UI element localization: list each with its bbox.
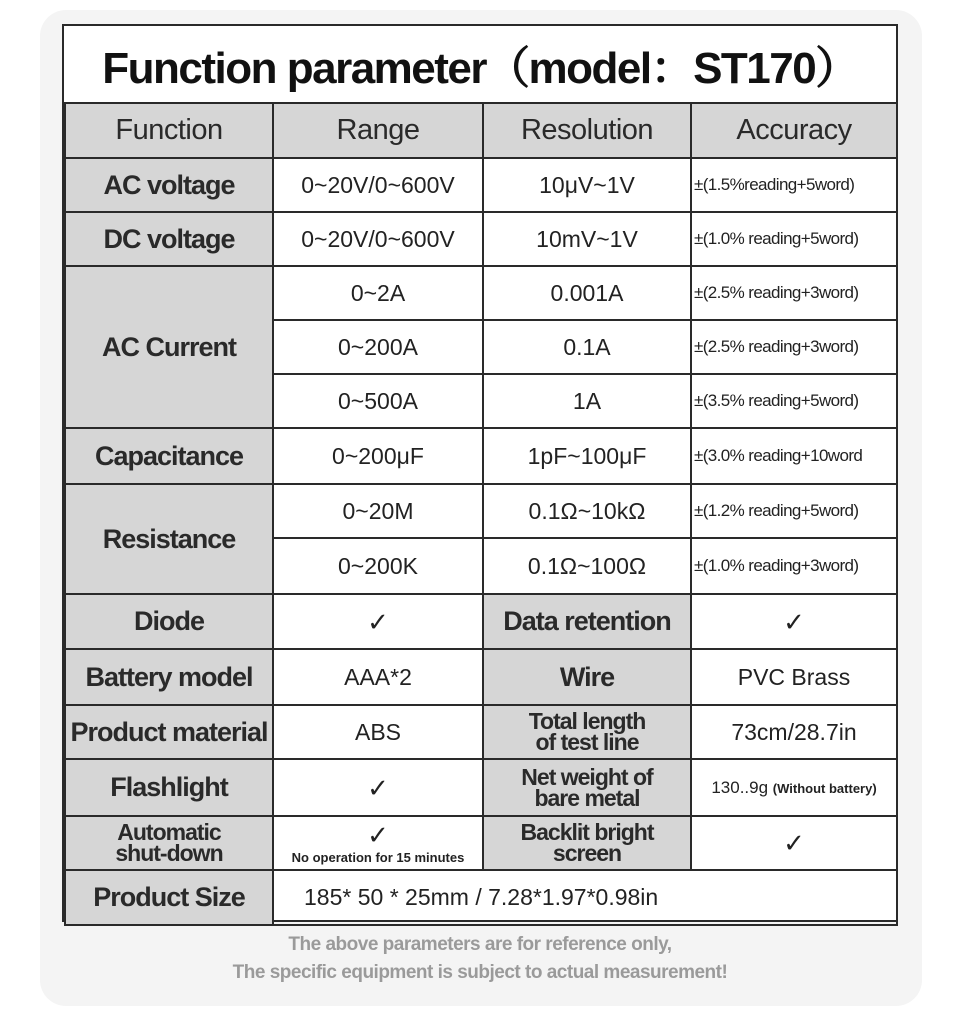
accuracy-cell: ±(3.5% reading+5word) xyxy=(691,374,897,428)
resolution-cell: 10μV~1V xyxy=(483,158,691,212)
label-wire: Wire xyxy=(483,649,691,705)
check-icon xyxy=(273,594,483,649)
label-line-1: Total length xyxy=(528,708,646,734)
resolution-cell: 0.1A xyxy=(483,320,691,374)
check-icon xyxy=(691,594,897,649)
footer-note-line-2: The specific equipment is subject to actual measurement! xyxy=(232,962,728,983)
table-row xyxy=(65,816,897,870)
resolution-cell: 1pF~100μF xyxy=(483,428,691,484)
check-icon: ✓ xyxy=(367,819,389,850)
resolution-cell: 0.001A xyxy=(483,266,691,320)
net-weight-note: (Without battery) xyxy=(772,780,877,796)
table-row xyxy=(65,759,897,816)
battery-model-value: AAA*2 xyxy=(273,649,483,705)
label-net-weight xyxy=(483,759,691,816)
accuracy-cell: ±(1.0% reading+3word) xyxy=(691,538,897,594)
data-retention-value: ✓ xyxy=(783,606,805,637)
label-backlight xyxy=(483,816,691,870)
header-resolution: Resolution xyxy=(483,103,691,158)
resolution-cell: 10mV~1V xyxy=(483,212,691,266)
table-row xyxy=(65,484,897,538)
range-cell: 0~20M xyxy=(273,484,483,538)
net-weight-value: 130..9g xyxy=(711,777,769,797)
page-title: Function parameter（model：ST170） xyxy=(102,44,858,93)
range-cell: 0~20V/0~600V xyxy=(273,158,483,212)
header-accuracy: Accuracy xyxy=(691,103,897,158)
check-icon xyxy=(691,816,897,870)
range-cell: 0~20V/0~600V xyxy=(273,212,483,266)
table-row xyxy=(65,870,897,925)
label-auto-shutdown xyxy=(65,816,273,870)
resolution-cell: 0.1Ω~10kΩ xyxy=(483,484,691,538)
diode-value: ✓ xyxy=(367,606,389,637)
range-cell: 0~200μF xyxy=(273,428,483,484)
label-diode: Diode xyxy=(65,594,273,649)
label-data-retention: Data retention xyxy=(483,594,691,649)
net-weight-cell xyxy=(691,759,897,816)
header-range: Range xyxy=(273,103,483,158)
label-product-size: Product Size xyxy=(65,870,273,925)
label-line-2: screen xyxy=(552,840,622,866)
label-line-1: Net weight of xyxy=(521,763,653,790)
accuracy-cell: ±(1.5%reading+5word) xyxy=(691,158,897,212)
function-dc-voltage: DC voltage xyxy=(65,212,273,266)
table-row xyxy=(65,649,897,705)
auto-shutdown-note: No operation for 15 minutes xyxy=(291,849,465,865)
table-row xyxy=(65,158,897,212)
label-flashlight: Flashlight xyxy=(65,759,273,816)
range-cell: 0~200A xyxy=(273,320,483,374)
header-function: Function xyxy=(65,103,273,158)
range-cell: 0~2A xyxy=(273,266,483,320)
table-row xyxy=(65,705,897,759)
spec-table xyxy=(64,102,898,926)
product-size-value: 185* 50 * 25mm / 7.28*1.97*0.98in xyxy=(273,870,897,925)
function-resistance: Resistance xyxy=(65,484,273,594)
auto-shutdown-cell xyxy=(273,816,483,870)
table-header-row xyxy=(65,103,897,158)
function-ac-current: AC Current xyxy=(65,266,273,428)
function-ac-voltage: AC voltage xyxy=(65,158,273,212)
accuracy-cell: ±(2.5% reading+3word) xyxy=(691,320,897,374)
accuracy-cell: ±(1.2% reading+5word) xyxy=(691,484,897,538)
range-cell: 0~200K xyxy=(273,538,483,594)
spec-sheet xyxy=(62,24,898,922)
label-test-line-length xyxy=(483,705,691,759)
flashlight-value: ✓ xyxy=(367,772,389,803)
accuracy-cell: ±(3.0% reading+10word xyxy=(691,428,897,484)
wire-value: PVC Brass xyxy=(691,649,897,705)
label-line-2: shut-down xyxy=(115,840,223,866)
label-product-material: Product material xyxy=(65,705,273,759)
label-line-2: bare metal xyxy=(534,784,640,811)
check-icon xyxy=(273,759,483,816)
resolution-cell: 0.1Ω~100Ω xyxy=(483,538,691,594)
product-material-value: ABS xyxy=(273,705,483,759)
label-battery-model: Battery model xyxy=(65,649,273,705)
resolution-cell: 1A xyxy=(483,374,691,428)
label-line-1: Backlit bright xyxy=(520,819,654,845)
table-row xyxy=(65,266,897,320)
accuracy-cell: ±(1.0% reading+5word) xyxy=(691,212,897,266)
test-line-length-value: 73cm/28.7in xyxy=(691,705,897,759)
accuracy-cell: ±(2.5% reading+3word) xyxy=(691,266,897,320)
label-line-1: Automatic xyxy=(117,819,221,845)
range-cell: 0~500A xyxy=(273,374,483,428)
table-row xyxy=(65,594,897,649)
label-line-2: of test line xyxy=(535,729,639,755)
table-row xyxy=(65,428,897,484)
footer-note-line-1: The above parameters are for reference only, xyxy=(288,934,672,955)
table-row xyxy=(65,212,897,266)
backlight-value: ✓ xyxy=(783,828,805,858)
function-capacitance: Capacitance xyxy=(65,428,273,484)
